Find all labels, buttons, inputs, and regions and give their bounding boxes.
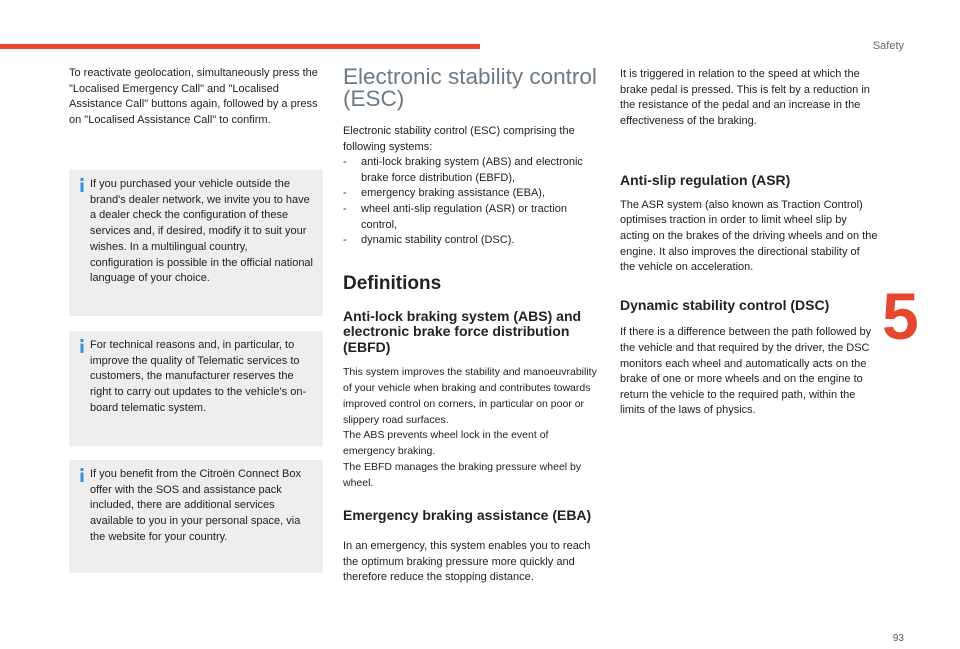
esc-systems-list [343, 155, 602, 249]
info-icon [77, 468, 87, 482]
dsc-heading: Dynamic stability control (DSC) [620, 296, 830, 313]
eba-continued-text: It is triggered in relation to the speed at which the brake pedal is pressed. This is felt by a reduction in the resistance of the pedal and an increase in the effectiveness of the braking. [620, 68, 870, 127]
list-item: - wheel anti-slip regulation (ASR) or traction control, [343, 202, 602, 233]
eba-text: In an emergency, this system enables you to reach the optimum braking pressure more quickly and therefore reduce the stopping distance. [343, 540, 591, 584]
abs-text-2: The ABS prevents wheel lock in the event of emergency braking. [343, 429, 549, 458]
asr-heading: Anti-slip regulation (ASR) [620, 172, 791, 189]
eba-heading: Emergency braking assistance (EBA) [343, 506, 592, 523]
definitions-heading: Definitions [343, 272, 442, 294]
note-text: If you benefit from the Citroën Connect Box offer with the SOS and assistance pack included, there are additional services available to you in your personal space, via the website for your country. [90, 468, 301, 543]
info-icon [77, 339, 87, 353]
note-text: If you purchased your vehicle outside the brand's dealer network, we invite you to have a dealer check the configuration of these services and, if desired, modify it to suit your wishes. In a multilingual country, configuration is possible in the official national language of your choice. [90, 178, 313, 285]
page-number: 93 [892, 633, 904, 644]
geolocation-paragraph: To reactivate geolocation, simultaneously press the "Localised Emergency Call" and "Localised Assistance Call" buttons again, followed by a press on "Localised Assistance Call" to confirm. [69, 67, 318, 126]
left-column [69, 66, 324, 128]
abs-heading: Anti-lock braking system (ABS) and electronic brake force distribution (EBFD) [343, 307, 582, 355]
middle-column [343, 66, 602, 586]
list-item: - anti-lock braking system (ABS) and electronic brake force distribution (EBFD), [343, 155, 602, 186]
right-column [620, 67, 878, 419]
info-note [69, 331, 323, 446]
asr-text: The ASR system (also known as Traction Control) optimises traction in order to limit wheel slip by acting on the brakes of the driving wheels and on the engine. It also improves the directional stability of the vehicle on acceleration. [620, 198, 878, 274]
abs-text: This system improves the stability and manoeuvrability of your vehicle when braking and contributes towards improved control on corners, in particular on poor or slippery road surfaces. [343, 366, 597, 426]
list-item: - dynamic stability control (DSC). [343, 233, 602, 249]
info-note [69, 460, 323, 573]
info-note [69, 170, 323, 316]
info-icon [77, 178, 87, 192]
abs-text-3: The EBFD manages the braking pressure wheel by wheel. [343, 461, 582, 489]
header-accent-bar [0, 44, 480, 49]
note-text: For technical reasons and, in particular, to improve the quality of Telematic services to customers, the manufacturer reserves the right to carry out updates to the vehicle's on-board telematic system. [90, 339, 307, 414]
esc-intro: Electronic stability control (ESC) comprising the following systems: [343, 125, 575, 153]
list-item: - emergency braking assistance (EBA), [343, 186, 602, 202]
page-title: Electronic stability control (ESC) [343, 64, 597, 111]
chapter-number: 5 [882, 279, 919, 353]
section-title: Safety [872, 40, 904, 52]
dsc-text: If there is a difference between the path followed by the vehicle and that required by the driver, the DSC monitors each wheel and automatically acts on the brake of one or more wheels and on the engine to return the vehicle to the required path, within the limits of the laws of physics. [620, 326, 872, 417]
